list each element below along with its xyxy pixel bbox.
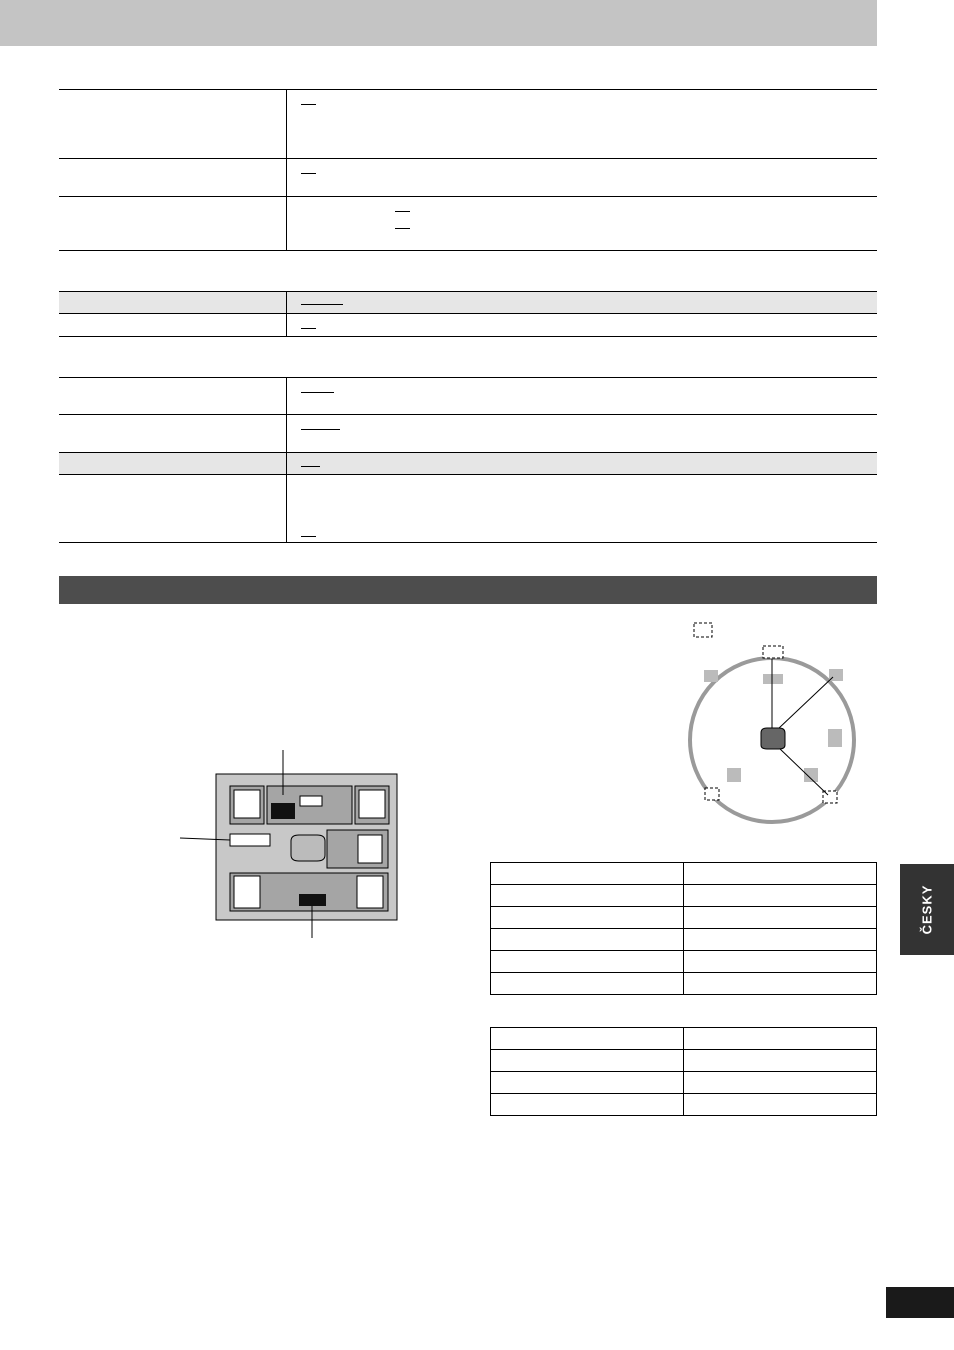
table-rule <box>59 377 877 378</box>
highlight-block <box>299 894 326 906</box>
listener-seat-icon <box>291 835 325 861</box>
default-marker <box>301 173 316 174</box>
menu-field-box <box>230 834 270 846</box>
rear-right-speaker-icon <box>804 768 818 782</box>
highlight-block <box>271 803 295 819</box>
row-shade <box>59 291 877 313</box>
table-rule <box>59 313 877 314</box>
rear-left-speaker-icon <box>234 876 260 908</box>
front-left-speaker-icon <box>704 670 718 682</box>
table-row <box>491 1050 877 1072</box>
subwoofer-speaker-icon <box>828 729 842 747</box>
table-row <box>491 951 877 973</box>
speaker-setup-diagram <box>170 745 410 945</box>
front-right-speaker-icon <box>359 790 385 818</box>
center-speaker-icon <box>300 796 322 806</box>
page-number-box <box>886 1287 954 1318</box>
distance-table-1 <box>490 862 877 995</box>
default-marker <box>301 466 320 467</box>
table-rule <box>59 452 877 453</box>
table-row <box>491 973 877 995</box>
default-marker <box>301 328 316 329</box>
table-rule <box>59 158 877 159</box>
language-tab-label: ČESKY <box>919 884 935 935</box>
table-rule <box>59 414 877 415</box>
default-marker <box>301 304 343 305</box>
table-row <box>491 885 877 907</box>
table-row <box>491 1028 877 1050</box>
speaker-distance-diagram <box>680 615 865 830</box>
table-rule <box>59 196 877 197</box>
table-divider <box>286 291 287 336</box>
row-shade <box>59 452 877 474</box>
table-divider <box>286 377 287 542</box>
default-marker <box>301 104 316 105</box>
table-rule <box>59 542 877 543</box>
page-header-bar <box>0 0 877 46</box>
table-row <box>491 907 877 929</box>
legend-box <box>694 623 712 637</box>
rear-left-position-marker <box>705 788 719 800</box>
table-rule <box>59 474 877 475</box>
listener-seat-icon <box>761 728 785 749</box>
section-heading-bar <box>59 576 877 604</box>
distance-table-2 <box>490 1027 877 1116</box>
rear-left-speaker-icon <box>727 768 741 782</box>
center-speaker-icon <box>763 674 783 684</box>
language-tab <box>900 864 954 955</box>
center-position-marker <box>763 646 783 658</box>
table-row <box>491 929 877 951</box>
default-marker <box>301 429 340 430</box>
table-divider <box>286 89 287 250</box>
table-row <box>491 1094 877 1116</box>
table-row <box>491 863 877 885</box>
default-marker <box>301 536 316 537</box>
rear-right-speaker-icon <box>357 876 383 908</box>
front-left-speaker-icon <box>234 790 260 818</box>
subwoofer-speaker-icon <box>358 835 382 863</box>
default-marker <box>395 211 410 212</box>
table-rule <box>59 250 877 251</box>
table-row <box>491 1072 877 1094</box>
table-rule <box>59 89 877 90</box>
table-rule <box>59 336 877 337</box>
table-rule <box>59 291 877 292</box>
default-marker <box>395 228 410 229</box>
default-marker <box>301 392 334 393</box>
